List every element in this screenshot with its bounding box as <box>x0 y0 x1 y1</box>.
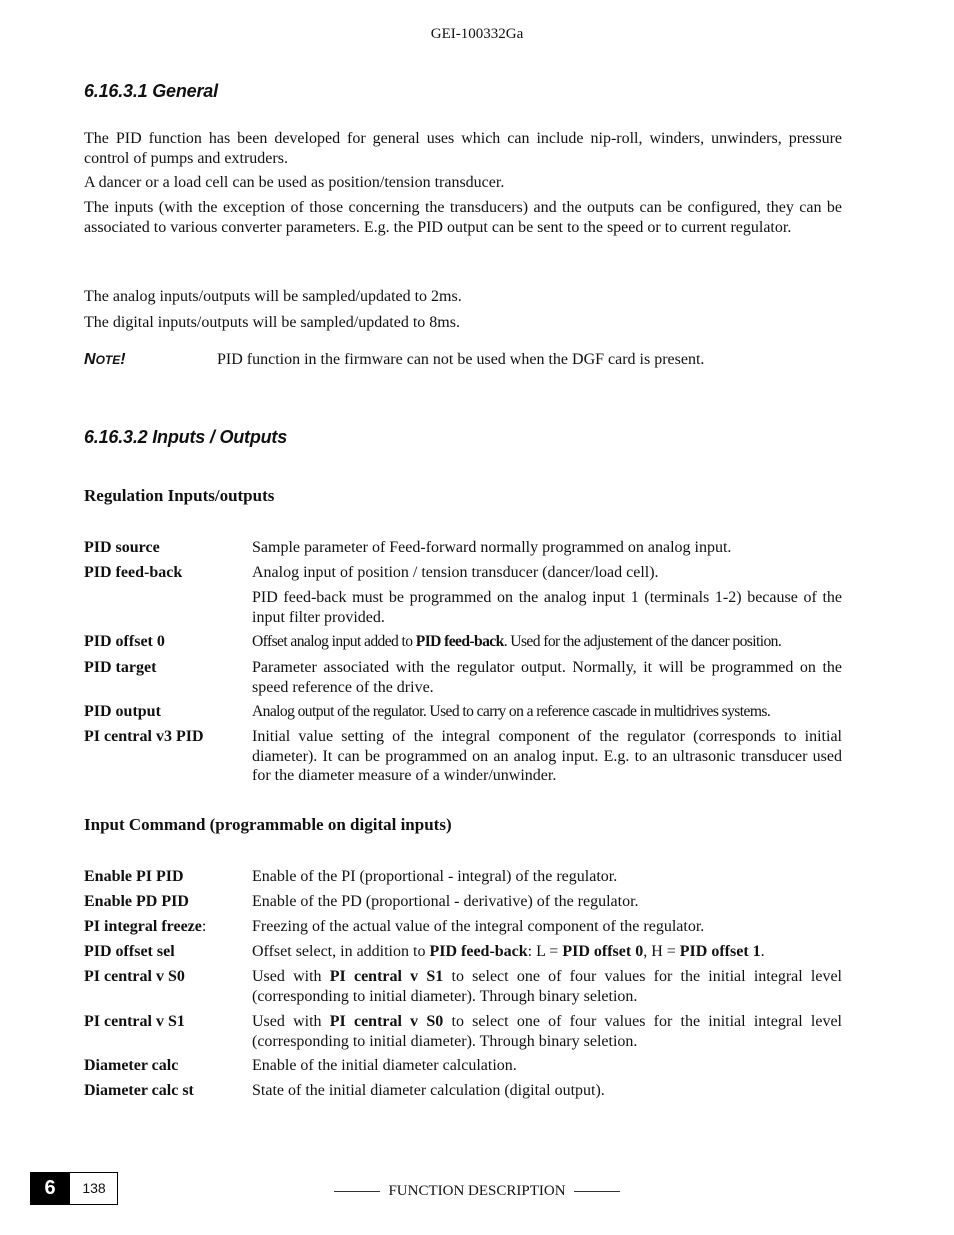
general-paragraph-1: The PID function has been developed for general uses which can include nip-roll, winders, unwinders, pressure control of pumps and extruders. <box>84 130 842 167</box>
s0-bold: PI central v S1 <box>329 968 444 985</box>
term-pi-central-v-s0: PI central v S0 <box>84 968 185 985</box>
term-pid-source: PID source <box>84 539 160 556</box>
document-id: GEI-100332Ga <box>430 26 524 42</box>
offsel-mid-2: , H = <box>643 943 680 960</box>
desc-pid-target: Parameter associated with the regulator output. Normally, it will be programmed on the speed reference of the drive. <box>252 659 842 696</box>
term-enable-pi-pid: Enable PI PID <box>84 868 184 885</box>
footer-rule-left <box>334 1191 380 1192</box>
page-number: 138 <box>82 1179 106 1196</box>
desc-pid-offset-sel <box>252 942 842 962</box>
desc-pid-output: Analog output of the regulator. Used to carry on a reference cascade in multidrives systems. <box>252 703 771 720</box>
regulation-heading: Regulation Inputs/outputs <box>84 486 275 505</box>
note-label-first: N <box>84 351 96 368</box>
term-pi-central-v-s1: PI central v S1 <box>84 1013 185 1030</box>
note-label <box>84 350 126 371</box>
term-pid-offset-sel: PID offset sel <box>84 943 175 960</box>
desc-pid-offset-0-post: . Used for the adjustement of the dancer position. <box>503 633 782 650</box>
term-pid-output: PID output <box>84 703 161 720</box>
desc-pi-central-v-s0 <box>252 967 842 1006</box>
offsel-end: . <box>760 943 765 960</box>
desc-diameter-calc: Enable of the initial diameter calculation. <box>252 1057 517 1074</box>
desc-pid-offset-0-bold: PID feed-back <box>415 633 504 650</box>
desc-enable-pi-pid: Enable of the PI (proportional - integral) of the regulator. <box>252 868 618 885</box>
desc-pid-offset-0 <box>252 632 842 652</box>
term-diameter-calc: Diameter calc <box>84 1057 179 1074</box>
desc-pi-central-v3: Initial value setting of the integral component of the regulator (corresponds to initial diameter). It can be programmed on an analog input. E.g. to an ultrasonic transducer used for the diameter measure of a winder/unwinder. <box>252 728 842 784</box>
note-label-rest: OTE <box>95 353 121 367</box>
desc-enable-pd-pid: Enable of the PD (proportional - derivative) of the regulator. <box>252 893 639 910</box>
term-pi-integral-freeze <box>84 917 249 937</box>
general-paragraph-2: A dancer or a load cell can be used as position/tension transducer. <box>84 174 505 191</box>
input-command-heading: Input Command (programmable on digital inputs) <box>84 815 452 834</box>
desc-pid-feedback-2: PID feed-back must be programmed on the analog input 1 (terminals 1-2) because of the input filter provided. <box>252 589 842 626</box>
offsel-bold-2: PID offset 0 <box>562 943 644 960</box>
s1-pre: Used with <box>252 1013 330 1030</box>
general-paragraph-4: The analog inputs/outputs will be sampled/updated to 2ms. <box>84 288 462 305</box>
chapter-number: 6 <box>30 1172 70 1205</box>
s0-pre: Used with <box>252 968 330 985</box>
term-pi-integral-freeze-colon: : <box>201 918 207 935</box>
offsel-bold-3: PID offset 1 <box>679 943 761 960</box>
term-pid-feedback: PID feed-back <box>84 564 183 581</box>
general-paragraph-5: The digital inputs/outputs will be sampled/updated to 8ms. <box>84 314 460 331</box>
footer-title-text: FUNCTION DESCRIPTION <box>388 1183 566 1199</box>
general-paragraph-3: The inputs (with the exception of those concerning the transducers) and the outputs can be configured, they can be associated to various converter parameters. E.g. the PID output can be sent to the speed or to current regulator. <box>84 199 842 236</box>
desc-pi-central-v-s1 <box>252 1012 842 1051</box>
footer-title <box>0 1182 954 1202</box>
term-diameter-calc-st: Diameter calc st <box>84 1082 194 1099</box>
term-enable-pd-pid: Enable PD PID <box>84 893 189 910</box>
offsel-bold-1: PID feed-back <box>429 943 528 960</box>
desc-pid-feedback-1: Analog input of position / tension transducer (dancer/load cell). <box>252 564 659 581</box>
s1-bold: PI central v S0 <box>329 1013 444 1030</box>
footer-rule-right <box>574 1191 620 1192</box>
desc-pid-source: Sample parameter of Feed-forward normally programmed on analog input. <box>252 539 732 556</box>
offsel-mid-1: : L = <box>527 943 563 960</box>
offsel-pre: Offset select, in addition to <box>252 943 430 960</box>
term-pi-central-v3: PI central v3 PID <box>84 728 204 745</box>
note-label-bang: ! <box>120 351 126 368</box>
note-text: PID function in the firmware can not be used when the DGF card is present. <box>217 351 705 368</box>
desc-pid-offset-0-pre: Offset analog input added to <box>252 633 416 650</box>
s0-post: to select one of four values for the initial integral level (corresponding to initial diameter). Through binary seletion. <box>252 968 843 1005</box>
section-title-general: 6.16.3.1 General <box>84 81 218 101</box>
section-title-inputs-outputs: 6.16.3.2 Inputs / Outputs <box>84 427 288 447</box>
desc-diameter-calc-st: State of the initial diameter calculation (digital output). <box>252 1082 605 1099</box>
desc-pi-integral-freeze: Freezing of the actual value of the integral component of the regulator. <box>252 918 705 935</box>
term-pi-integral-freeze-label: PI integral freeze <box>84 918 202 935</box>
term-pid-target: PID target <box>84 659 157 676</box>
term-pid-offset-0: PID offset 0 <box>84 633 165 650</box>
s1-post: to select one of four values for the initial integral level (corresponding to initial diameter). Through binary seletion. <box>252 1013 843 1050</box>
